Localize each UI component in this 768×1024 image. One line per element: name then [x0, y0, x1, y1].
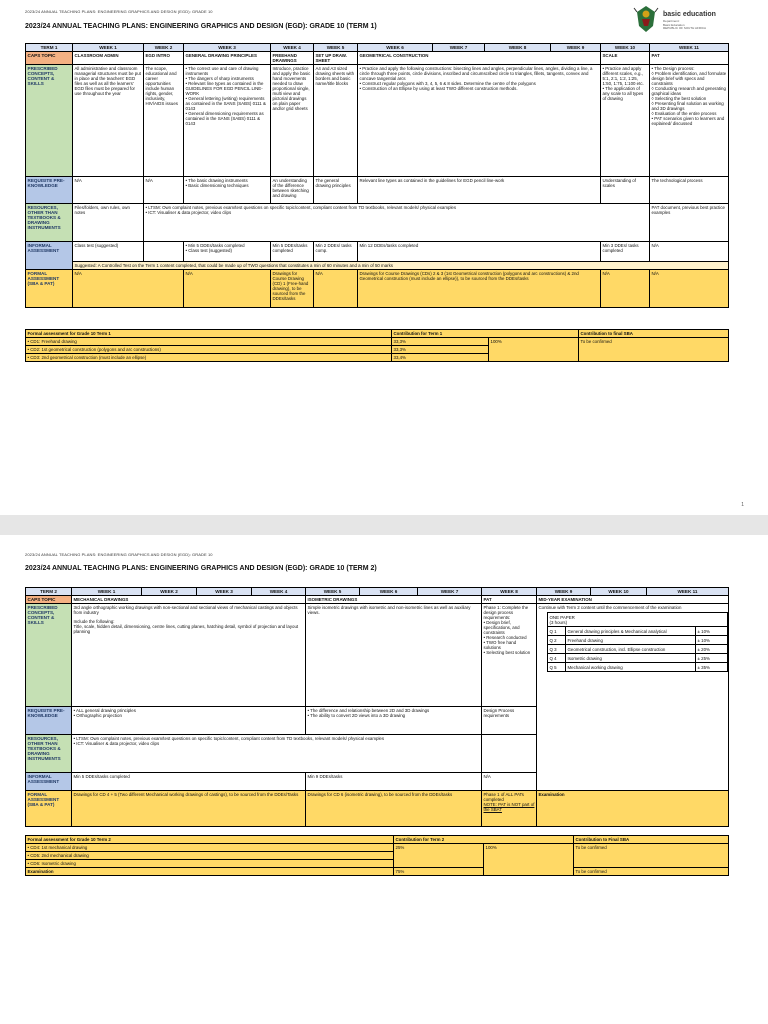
paper-row: Q 4 Isometric drawing ± 25%	[547, 654, 727, 663]
week-header: WEEK 8	[482, 588, 537, 596]
caps-topic-row	[26, 596, 729, 604]
summary-row: • CD3: 2nd geometrical construction (must include an ellipse) 33,4%	[26, 354, 729, 362]
prescribed-cell: • The Design process: ◊ Problem identification, and formulate design brief with specs and constraints ◊ Conducting research and generating graphical ideas ◊ Selecting the best solution ◊ Presenting final solution as working and 3D drawings ◊ Evaluation of the entire process • PAT scenarios given to learners and explained/ discussed	[650, 65, 729, 177]
summary-heading: Formal assessment for Grade 10 Term 2	[26, 836, 394, 844]
caps-topic: GENERAL DRAWING PRINCIPLES	[184, 52, 271, 65]
paper-row: Q 3 Geometrical construction, incl. Ellipse construction ± 20%	[547, 645, 727, 654]
caps-topic: PAT	[650, 52, 729, 65]
week-header: WEEK 2	[144, 44, 184, 52]
requisite-cell: • ALL general drawing principles • Orthographic projection	[72, 707, 306, 735]
informal-label: INFORMAL ASSESSMENT	[26, 242, 73, 270]
caps-topic: CLASSROOM ADMIN	[73, 52, 144, 65]
summary-contribution-term: Contribution for Term 2	[394, 836, 574, 844]
informal-cell: Class test (suggested)	[73, 242, 144, 262]
formal-cell: Drawings for Course Drawing (CD) 1 (Free-hand drawing), to be sourced from the DDEs/tasks	[271, 270, 314, 308]
page-number: 1	[741, 502, 744, 508]
formal-cell: N/A	[73, 270, 184, 308]
prescribed-cell: • The correct use and care of drawing instruments • The dangers of sharp instruments • Relevant line types as contained in the GUIDELINES FOR EGD PENCIL LINE-WORK • General lettering (writing) requirements as contained in the SANS (SABS) 0111 & 0143 • General dimensioning requirements as contained in the SANS (SABS) 0111 & 0143	[184, 65, 271, 177]
resources-cell	[482, 735, 537, 773]
suggested-test-row	[26, 262, 729, 270]
weeks-row	[26, 44, 729, 52]
week-header: WEEK 11	[647, 588, 729, 596]
resources-label: RESOURCES, OTHER THAN TEXTBOOKS & DRAWING INSTRUMENTS	[26, 204, 73, 242]
informal-cell: Min 9 DDEs/tasks	[306, 773, 482, 791]
resources-cell: PAT document, previous best practice examples	[650, 204, 729, 242]
prescribed-label: PRESCRIBED CONCEPTS, CONTENT & SKILLS	[26, 65, 73, 177]
term2-summary-table	[25, 835, 729, 876]
week-header: WEEK 11	[650, 44, 729, 52]
paper-row: Q 2 Freehand drawing ± 10%	[547, 636, 727, 645]
formal-cell: Examination	[537, 791, 729, 827]
requisite-cell: N/A	[144, 177, 184, 204]
requisite-cell: N/A	[73, 177, 144, 204]
week-header: WEEK 4	[271, 44, 314, 52]
requisite-cell: The technological process	[650, 177, 729, 204]
running-header: 2023/24 ANNUAL TEACHING PLANS: ENGINEERING GRAPHICS AND DESIGN (EGD): GRADE 10	[25, 9, 213, 14]
prescribed-cell: • Practice and apply different scales, e.g., 5:1, 2:1, 1:2, 1:25, 1:50, 1:75, 1:100 etc. • The application of any scale to all types of drawing	[601, 65, 650, 177]
caps-topic: GEOMETRICAL CONSTRUCTION	[358, 52, 601, 65]
summary-contribution-term: Contribution for Term 1	[392, 330, 579, 338]
caps-topic-row	[26, 52, 729, 65]
paper-row: Q 1 General drawing principles & Mechanical analytical ± 10%	[547, 627, 727, 636]
summary-exam-row: Examination 75% To be confirmed	[26, 868, 729, 876]
informal-cell: Min 5 DDEs/tasks completed	[271, 242, 314, 262]
caps-topic-label: CAPS TOPIC	[26, 52, 73, 65]
requisite-cell: An understanding of the difference between sketching and drawing	[271, 177, 314, 204]
prescribed-cell: A4 and A3 sized drawing sheets with borders and basic name/title blocks	[314, 65, 358, 177]
formal-cell: N/A	[650, 270, 729, 308]
term1-plan-table	[25, 43, 729, 308]
page-title: 2023/24 ANNUAL TEACHING PLANS: ENGINEERING GRAPHICS AND DESIGN (EGD): GRADE 10 (TERM 1)	[25, 23, 377, 30]
summary-row: • CD4: 1st mechanical drawing 25% 100% To be confirmed	[26, 844, 729, 852]
requisite-cell: • The basic drawing instruments • Basic dimensioning techniques	[184, 177, 271, 204]
prescribed-cell: Phase 1: Complete the design process requirements: • Design brief, specifications, and constraints • Research conducted • TWO free hand solutions • Selecting best solution	[482, 604, 537, 707]
coat-of-arms-icon	[633, 4, 659, 34]
suggested-test: Suggested: A Controlled Test on the Term 1 content completed, that could be made up of TWO questions that constitutes a min of 60 minutes and a min of 50 marks	[73, 262, 729, 270]
formal-label: FORMAL ASSESSMENT (SBA & PAT)	[26, 791, 72, 827]
resources-label: RESOURCES, OTHER THAN TEXTBOOKS & DRAWING INSTRUMENTS	[26, 735, 72, 773]
informal-row	[26, 242, 729, 262]
week-header: WEEK 5	[306, 588, 360, 596]
caps-topic-label: CAPS TOPIC	[26, 596, 72, 604]
caps-topic: PAT	[482, 596, 537, 604]
summary-heading: Formal assessment for Grade 10 Term 1	[26, 330, 392, 338]
requisite-row	[26, 177, 729, 204]
resources-cell: • LTSM: Own complaint notes, previous exam/test questions on specific topic/content, compliant content from TD textbooks, relevant models/ physical examples • ICT: Visualiser & data projector, video clips	[72, 735, 482, 773]
logo-name: basic education	[663, 11, 716, 18]
summary-contribution-sba: Contribution to Final SBA	[574, 836, 729, 844]
informal-cell: • Min 5 DDEs/tasks completed • Class test (suggested)	[184, 242, 271, 262]
informal-cell: Min 12 DDEs/tasks completed	[358, 242, 601, 262]
requisite-cell: Understanding of scales	[601, 177, 650, 204]
summary-row: • CD2: 1st geometrical construction (polygons and arc constructions) 33,3%	[26, 346, 729, 354]
exam-cell: Continue with Term 2 content until the commencement of the examination ONE PAPER (3 hours) Q 1 General drawing principles & Mechanical analytical ± 10% Q 2 Freehand drawing ± 10% Q 3 Geometrical construction, incl. Ellipse construction ± 20% Q 4 Isometric drawing ± 25% Q 5 Mechanical working drawing ± 35%	[537, 604, 729, 791]
caps-topic: SCALE	[601, 52, 650, 65]
department-logo	[633, 4, 748, 38]
prescribed-row	[26, 65, 729, 177]
formal-cell: N/A	[601, 270, 650, 308]
exam-paper-table: ONE PAPER (3 hours) Q 1 General drawing principles & Mechanical analytical ± 10% Q 2 Freehand drawing ± 10% Q 3 Geometrical construction, incl. Ellipse construction ± 20% Q 4 Isometric drawing ± 25% Q 5 Mechanical working drawing ± 35%	[547, 612, 728, 672]
caps-topic: MECHANICAL DRAWINGS	[72, 596, 306, 604]
page-title: 2023/24 ANNUAL TEACHING PLANS: ENGINEERING GRAPHICS AND DESIGN (EGD): GRADE 10 (TERM 2)	[25, 565, 377, 572]
summary-contribution-sba: Contribution to final SBA	[579, 330, 729, 338]
caps-topic: MID-YEAR EXAMINATION	[537, 596, 729, 604]
week-header: WEEK 9	[537, 588, 591, 596]
week-header: WEEK 5	[314, 44, 358, 52]
week-header: WEEK 1	[72, 588, 142, 596]
resources-row	[26, 204, 729, 242]
formal-row	[26, 791, 729, 827]
term1-summary-table	[25, 329, 729, 362]
term2-plan-table	[25, 587, 729, 827]
informal-cell: N/A	[650, 242, 729, 262]
paper-row: Q 5 Mechanical working drawing ± 35%	[547, 663, 727, 672]
running-header: 2023/24 ANNUAL TEACHING PLANS: ENGINEERING GRAPHICS AND DESIGN (EGD): GRADE 10	[25, 552, 213, 557]
week-header: WEEK 7	[418, 588, 482, 596]
formal-label: FORMAL ASSESSMENT (SBA & PAT)	[26, 270, 73, 308]
weeks-row	[26, 588, 729, 596]
informal-cell: N/A	[482, 773, 537, 791]
requisite-cell: The general drawing principles	[314, 177, 358, 204]
requisite-cell: • The difference and relationship between 2D and 3D drawings • The ability to convert 2D views into a 3D drawing	[306, 707, 482, 735]
week-header: WEEK 6	[360, 588, 418, 596]
prescribed-cell: The scope, educational and career opportunities include human rights, gender, inclusivity, HIV/AIDS issues	[144, 65, 184, 177]
informal-cell	[144, 242, 184, 262]
caps-topic: FREEHAND DRAWINGS	[271, 52, 314, 65]
requisite-cell: Relevant line types as contained in the guidelines for EGD pencil line-work	[358, 177, 601, 204]
informal-cell: Min 3 DDEs/ tasks completed	[601, 242, 650, 262]
term-header: TERM 1	[26, 44, 73, 52]
prescribed-cell: All administrative and classroom managerial structures must be put in place and the teachers' EGD files as well as all the learners' EGD files must be prepared for use throughout the year	[73, 65, 144, 177]
summary-row: • CD5: 2nd mechanical drawing	[26, 852, 729, 860]
week-header: WEEK 10	[601, 44, 650, 52]
formal-cell: Phase 1 of ALL PATs completed NOTE: PAT is NOT part of the SBAT	[482, 791, 537, 827]
logo-subtext: Department: Basic Education REPUBLIC OF SOUTH AFRICA	[663, 19, 707, 31]
caps-topic: ISOMETRIC DRAWINGS	[306, 596, 482, 604]
week-header: WEEK 6	[358, 44, 433, 52]
prescribed-cell: Simple isometric drawings with isometric and non-isometric lines as well as auxiliary views.	[306, 604, 482, 707]
prescribed-label: PRESCRIBED CONCEPTS, CONTENT & SKILLS	[26, 604, 72, 707]
page-term-2	[0, 535, 768, 1024]
caps-topic: SET UP DRAW. SHEET	[314, 52, 358, 65]
formal-cell: N/A	[314, 270, 358, 308]
week-header: WEEK 3	[197, 588, 252, 596]
week-header: WEEK 10	[591, 588, 647, 596]
prescribed-cell: Introduce, practice and apply the basic hand movements needed to draw proportional single, multi view and pictorial drawings on plain paper and/or grid sheets	[271, 65, 314, 177]
requisite-label: REQUISITE PRE-KNOWLEDGE	[26, 177, 73, 204]
formal-cell: Drawings for Course Drawings (CDs) 2 & 3 (1st Geometrical construction (polygons and arc constructions) & 2nd Geometrical construction (must include an ellipse)), to be sourced from the DDEs/tasks	[358, 270, 601, 308]
informal-cell: Min 2 DDEs/ tasks comp.	[314, 242, 358, 262]
term-header: TERM 2	[26, 588, 72, 596]
requisite-label: REQUISITE PRE-KNOWLEDGE	[26, 707, 72, 735]
week-header: WEEK 2	[142, 588, 197, 596]
week-header: WEEK 3	[184, 44, 271, 52]
week-header: WEEK 1	[73, 44, 144, 52]
resources-cell: • LTSM: Own complaint notes, previous exam/test questions on specific topic/content, compliant content from TD textbooks, relevant models/ physical examples • ICT: Visualiser & data projector, video clips	[144, 204, 650, 242]
week-header: WEEK 7	[433, 44, 485, 52]
resources-cell: Files/folders, own rules, own notes	[73, 204, 144, 242]
formal-row	[26, 270, 729, 308]
formal-cell: Drawings for CD 4 + 5 (Two different Mechanical working drawings of castings), to be sourced from the DDEs/Tasks	[72, 791, 306, 827]
week-header: WEEK 4	[252, 588, 306, 596]
summary-row: • CD6: Isometric drawing	[26, 860, 729, 868]
prescribed-cell: 3rd angle orthographic working drawings with non-sectional and sectional views of mechanical castings and objects from industry Include the following: Title, scale, hidden detail, dimensioning, centre lines, cutting planes, hatching detail, symbol of projection and layout planning	[72, 604, 306, 707]
informal-cell: Min 5 DDEs/tasks completed	[72, 773, 306, 791]
week-header: WEEK 8	[485, 44, 551, 52]
prescribed-row	[26, 604, 729, 707]
formal-cell: Drawings for CD 6 (isometric drawing), to be sourced from the DDEs/tasks	[306, 791, 482, 827]
informal-label: INFORMAL ASSESSMENT	[26, 773, 72, 791]
prescribed-cell: • Practice and apply the following constructions: bisecting lines and angles, perpendicular lines, angles, dividing a line, a circle through three points, circle divisions, inscribed and circumscribed circle to triangles, fillets, tangents, convex and concave tangential arcs • Construct regular polygons with 3, 4, 5, 6 & 8 sides. Determine the centre of the polygons • Construction of an Ellipse by using at least TWO different construction methods.	[358, 65, 601, 177]
requisite-cell: Design Process requirements	[482, 707, 537, 735]
caps-topic: EGD INTRO	[144, 52, 184, 65]
week-header: WEEK 9	[551, 44, 601, 52]
formal-cell: N/A	[184, 270, 271, 308]
summary-row: • CD1: Freehand drawing 33,3% 100% To be confirmed	[26, 338, 729, 346]
